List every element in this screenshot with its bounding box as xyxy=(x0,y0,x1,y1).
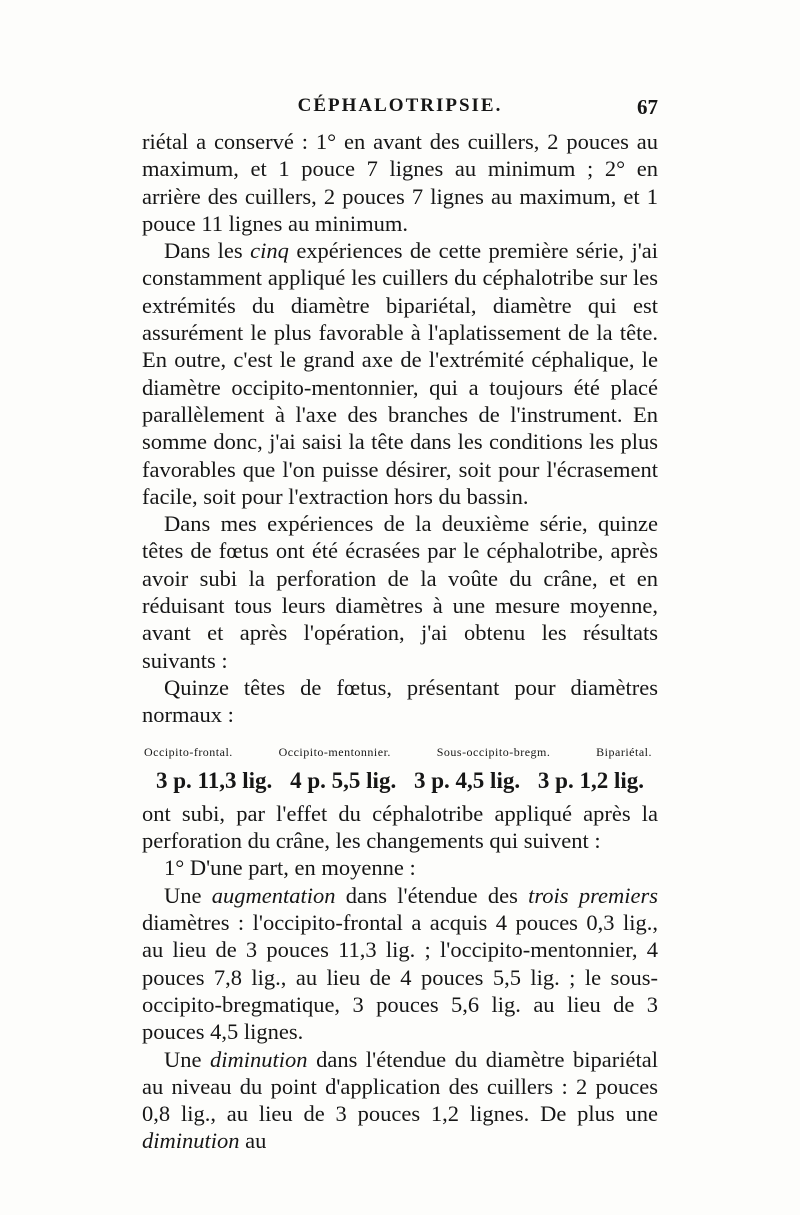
running-title: CÉPHALOTRIPSIE. xyxy=(297,95,503,116)
italic-text: cinq xyxy=(250,238,289,264)
table-header: Sous-occipito-bregm. xyxy=(436,744,551,759)
text-run: Dans les xyxy=(164,238,251,264)
paragraph-augmentation xyxy=(142,882,658,1046)
table-cell: 3 p. 11,3 lig. xyxy=(156,767,273,793)
italic-text: augmentation xyxy=(211,882,336,908)
table-cell: 3 p. 4,5 lig. xyxy=(414,767,521,793)
paragraph-table-intro: Quinze têtes de fœtus, présentant pour diamètres normaux : xyxy=(142,674,658,728)
page-number: 67 xyxy=(637,95,658,119)
text-run: expériences de cette première série, j'ai constamment appliqué les cuillers du céphalotribe sur les extrémités du diamètre bipariétal, diamètre qui est assurément le plus favorable à l'aplatissement de la tête. En outre, c'est le grand axe de l'extrémité céphalique, le diamètre occipito-mentonnier, qui a toujours été placé parallèlement à l'axe des branches de l'instrument. En somme donc, j'ai saisi la tête dans les conditions les plus favorables que l'on puisse désirer, soit pour l'écrasement facile, soit pour l'extraction hors du bassin. xyxy=(142,238,658,509)
paragraph-second-series: Dans mes expériences de la deuxième série, quinze têtes de fœtus ont été écrasées par le céphalotribe, après avoir subi la perforation de la voûte du crâne, et en réduisant tous leurs diamètres à une mesure moyenne, avant et après l'opération, j'ai obtenu les résultats suivants : xyxy=(142,511,658,673)
text-run: Une xyxy=(164,882,212,908)
paragraph-first-part: 1° D'une part, en moyenne : xyxy=(164,855,416,881)
body-text xyxy=(142,128,658,1155)
measurement-table xyxy=(142,739,658,796)
paragraph-diminution xyxy=(142,1046,658,1155)
text-run: dans l'étendue du diamètre bipariétal au niveau du point d'application des cuillers : 2 pouces 0,8 lig., au lieu de 3 pouces 1,2 lignes. De plus une xyxy=(142,1046,658,1127)
table-header-row xyxy=(142,739,658,766)
italic-text: diminution xyxy=(142,1128,240,1154)
table-header: Bipariétal. xyxy=(596,744,652,759)
text-run: au xyxy=(239,1128,267,1154)
paragraph-changes: ont subi, par l'effet du céphalotribe appliqué après la perforation du crâne, les changements qui suivent : xyxy=(142,800,658,854)
paragraph-continued: riétal a conservé : 1° en avant des cuillers, 2 pouces au maximum, et 1 pouce 7 lignes au minimum ; 2° en arrière des cuillers, 2 pouces 7 lignes au maximum, et 1 pouce 11 lignes au minimum. xyxy=(142,129,658,236)
text-run: Une xyxy=(164,1046,211,1072)
italic-text: diminution xyxy=(210,1046,308,1072)
text-run: diamètres : l'occipito-frontal a acquis 4 pouces 0,3 lig., au lieu de 3 pouces 11,3 lig. ; l'occipito-mentonnier, 4 pouces 7,8 lig., au lieu de 4 pouces 5,5 lig. ; le sous-occipito-bregmatique, 3 pouces 5,6 lig. au lieu de 3 pouces 4,5 lignes. xyxy=(142,910,658,1045)
page-header xyxy=(142,95,658,125)
table-cell: 4 p. 5,5 lig. xyxy=(290,767,397,793)
table-header: Occipito-mentonnier. xyxy=(278,744,391,759)
paragraph-first-series xyxy=(142,237,658,510)
table-row xyxy=(142,766,658,796)
italic-text: trois premiers xyxy=(528,882,658,908)
text-run: dans l'étendue des xyxy=(335,882,529,908)
table-cell: 3 p. 1,2 lig. xyxy=(537,767,644,793)
table-header: Occipito-frontal. xyxy=(144,744,233,759)
